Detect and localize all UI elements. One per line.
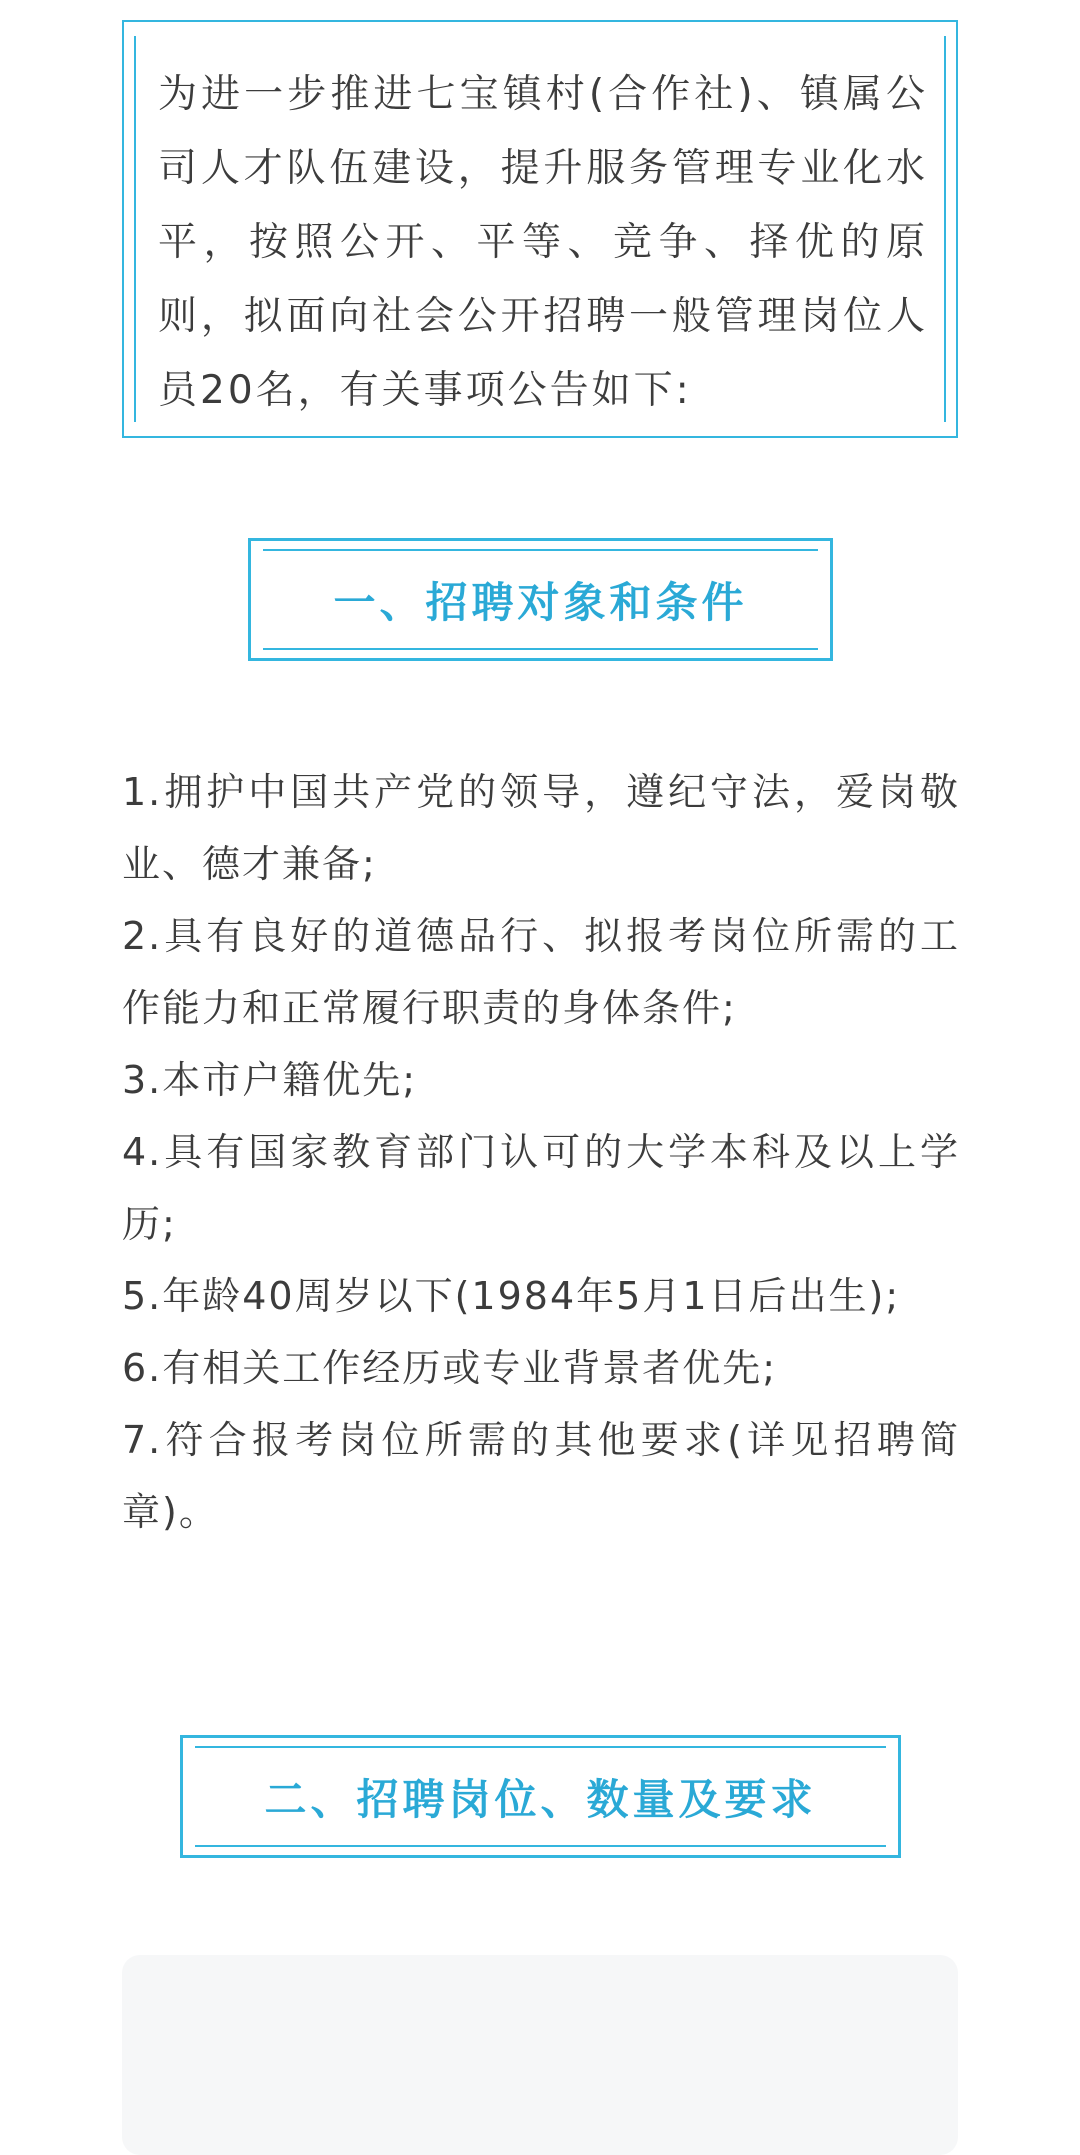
condition-item: 2.具有良好的道德品行、拟报考岗位所需的工作能力和正常履行职责的身体条件; (122, 914, 960, 1030)
section-title: 二、招聘岗位、数量及要求 (264, 1774, 817, 1824)
condition-item: 5.年龄40周岁以下(1984年5月1日后出生); (122, 1274, 901, 1318)
header-top-rule (195, 1746, 886, 1748)
positions-card (122, 1955, 958, 2155)
section-title: 一、招聘对象和条件 (333, 577, 748, 627)
condition-item: 6.有相关工作经历或专业背景者优先; (122, 1346, 778, 1390)
header-top-rule (263, 549, 818, 551)
condition-item: 4.具有国家教育部门认可的大学本科及以上学历; (122, 1130, 960, 1246)
intro-box (122, 20, 958, 438)
header-bottom-rule (263, 648, 818, 650)
condition-item: 3.本市户籍优先; (122, 1058, 418, 1102)
condition-item: 7.符合报考岗位所需的其他要求(详见招聘简章)。 (122, 1418, 960, 1534)
section-header-positions (180, 1735, 901, 1858)
conditions-list (122, 756, 960, 1548)
section-header-recruitment-conditions (248, 538, 833, 661)
header-bottom-rule (195, 1845, 886, 1847)
condition-item: 1.拥护中国共产党的领导，遵纪守法，爱岗敬业、德才兼备; (122, 770, 960, 886)
intro-paragraph: 为进一步推进七宝镇村(合作社)、镇属公司人才队伍建设，提升服务管理专业化水平，按照公开、平等、竞争、择优的原则，拟面向社会公开招聘一般管理岗位人员20名，有关事项公告如下: (158, 72, 928, 413)
